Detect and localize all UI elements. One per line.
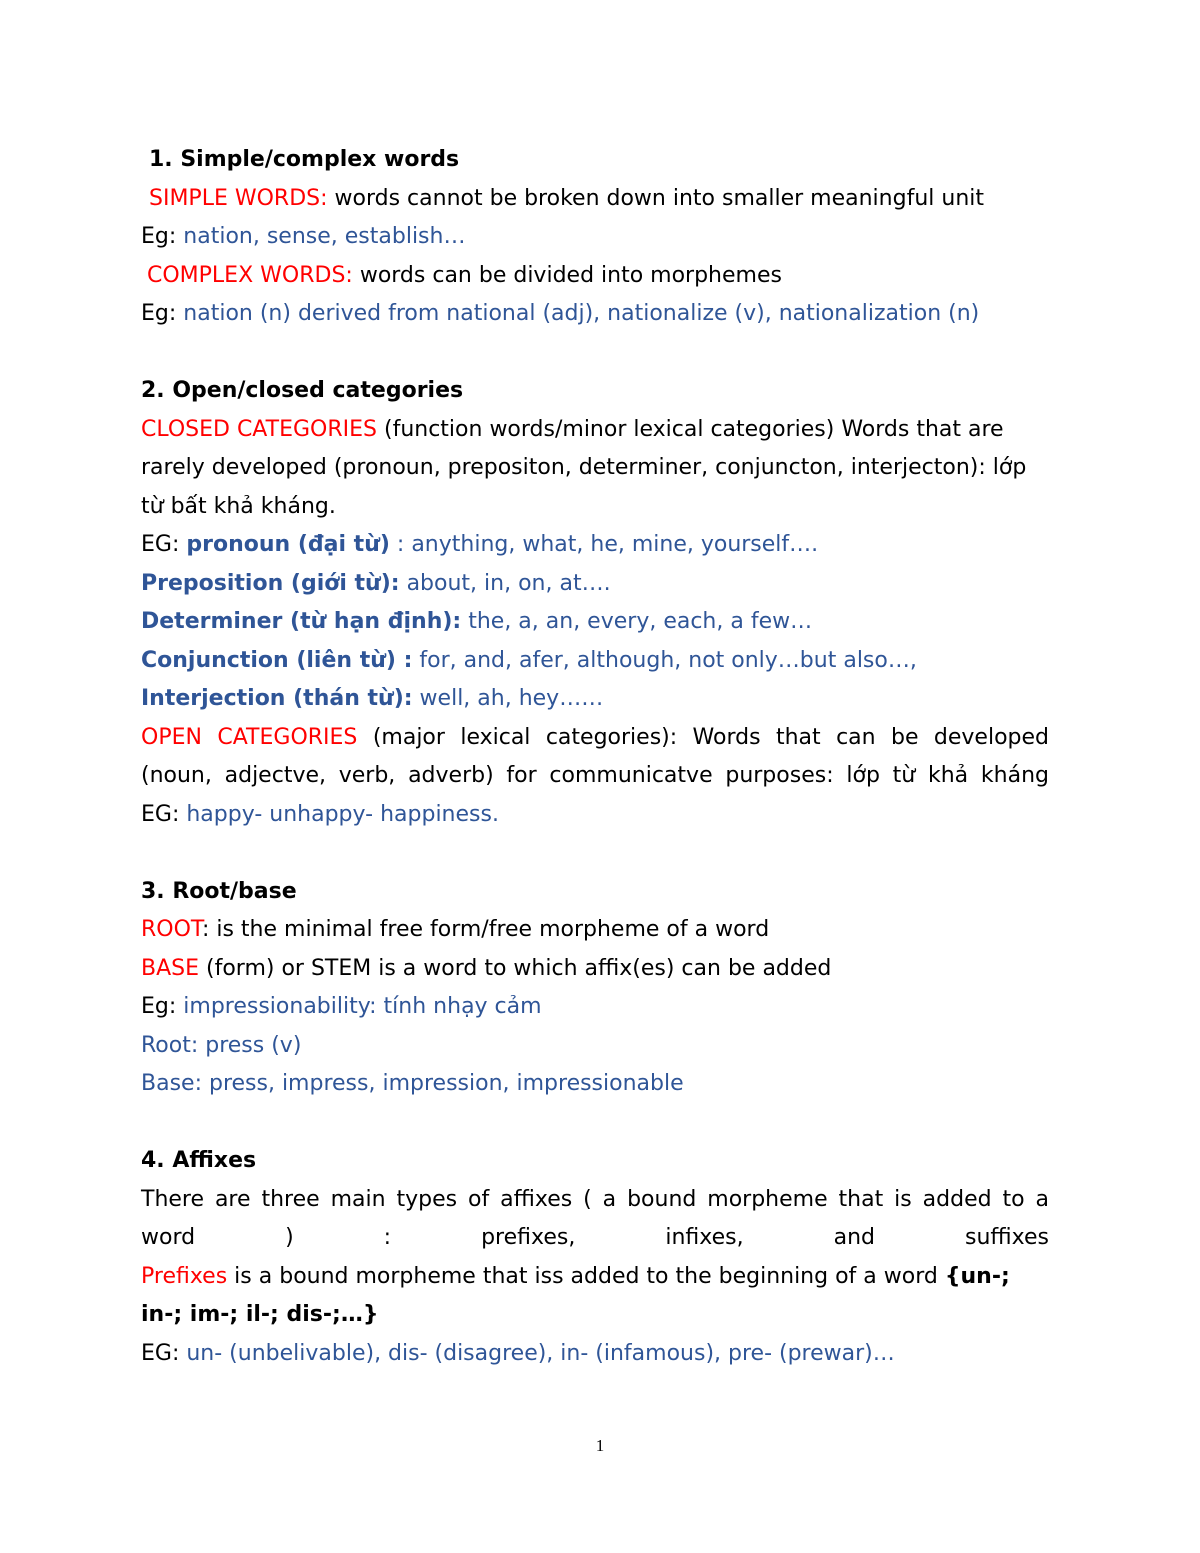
interjection-example [141,680,1049,719]
simple-words-text: words cannot be broken down into smaller meaningful unit [327,185,984,211]
pronoun-example [141,526,1049,565]
determiner-term: Determiner (từ hạn định): [141,609,462,634]
open-categories-label: OPEN CATEGORIES [141,724,358,750]
example-text: nation (n) derived from national (adj), nationalize (v), nationalization (n) [183,301,980,326]
example-label: EG: [141,801,187,827]
root-text: : is the minimal free form/free morpheme of a word [201,917,770,942]
base-text: (form) or STEM is a word to which affix(es) can be added [199,955,832,981]
conjunction-example [141,642,1049,681]
interjection-term: Interjection (thán từ): [141,686,413,711]
open-categories-example [141,796,1049,835]
pronoun-text: : anything, what, he, mine, yourself…. [389,532,819,557]
preposition-example [141,565,1049,604]
complex-words-definition [141,257,1049,296]
root-base-example [141,988,1049,1027]
open-categories-definition [141,719,1049,796]
prefixes-example [141,1335,1049,1374]
conjunction-text: for, and, afer, although, not only…but also…, [412,647,917,673]
section-2-heading: 2. Open/closed categories [141,378,464,403]
prefixes-definition [141,1258,1049,1335]
interjection-text: well, ah, hey…… [412,686,604,711]
closed-categories-text: (function words/minor lexical categories) Words that are rarely developed (pronoun, prepositon, determiner, conjuncton, interjecton): lớp từ bất khả kháng. [141,416,1027,519]
root-label: ROOT [141,917,202,942]
page-number: 1 [595,1436,605,1455]
document-body [141,141,1049,1373]
complex-words-example [141,295,1049,334]
example-label: Eg: [141,994,184,1019]
blank-line [141,334,1049,373]
base-example: Base: press, impress, impression, impressionable [141,1071,684,1096]
affixes-intro: There are three main types of affixes ( a bound morpheme that is added to a word ) : prefixes, infixes, and suffixes [141,1186,1049,1250]
closed-categories-definition [141,411,1049,527]
complex-words-label: COMPLEX WORDS: [147,262,353,288]
pronoun-term: pronoun (đại từ) [186,532,390,557]
example-text: un- (unbelivable), dis- (disagree), in- (infamous), pre- (prewar)… [186,1340,895,1366]
simple-words-example [141,218,1049,257]
section-1-heading: 1. Simple/complex words [149,147,460,172]
simple-words-label: SIMPLE WORDS: [149,185,328,211]
section-4-heading: 4. Affixes [141,1148,257,1173]
simple-words-definition [141,180,1049,219]
root-definition [141,911,1049,950]
prefixes-text: is a bound morpheme that iss added to the beginning of a word [227,1263,945,1289]
complex-words-text: words can be divided into morphemes [352,262,782,288]
closed-categories-label: CLOSED CATEGORIES [141,416,377,442]
example-label: Eg: [141,224,184,249]
prefixes-list: {un-; in-; im-; il-; dis-;…} [141,1263,1010,1327]
base-definition [141,950,1049,989]
section-3-heading: 3. Root/base [141,878,297,904]
preposition-term: Preposition (giới từ): [141,570,400,596]
example-label: EG: [141,532,187,557]
base-label: BASE [141,955,200,981]
determiner-example [141,603,1049,642]
example-label: Eg: [141,301,184,326]
example-text: impressionability: tính nhạy cảm [183,994,542,1019]
root-example: Root: press (v) [141,1032,302,1058]
determiner-text: the, a, an, every, each, a few… [461,609,813,634]
open-categories-text: (major lexical categories): Words that can be developed (noun, adjectve, verb, adverb) for communicatve purposes: lớp từ khả kháng [141,724,1050,788]
example-text: happy- unhappy- happiness. [186,801,499,827]
preposition-text: about, in, on, at…. [399,570,611,596]
example-text: nation, sense, establish… [183,224,466,249]
blank-line [141,834,1049,873]
prefixes-label: Prefixes [141,1263,228,1289]
example-label: EG: [141,1340,187,1366]
conjunction-term: Conjunction (liên từ) : [141,647,413,673]
blank-line [141,1104,1049,1143]
